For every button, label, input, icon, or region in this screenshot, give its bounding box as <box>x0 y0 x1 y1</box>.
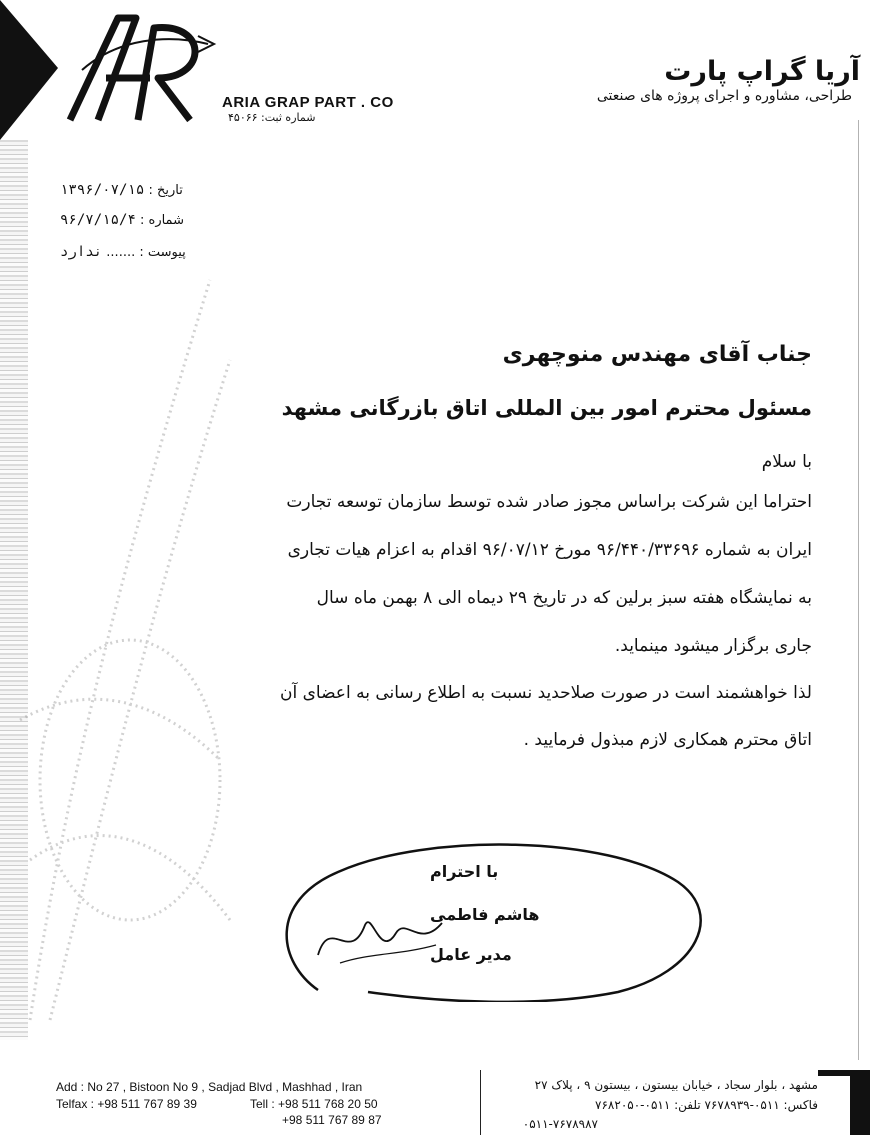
date-label: تاریخ : <box>148 183 183 198</box>
body-line-1: احتراما این شرکت براساس مجوز صادر شده توسط سازمان توسعه تجارت <box>286 492 812 512</box>
number-row <box>60 212 184 228</box>
margin-rule <box>858 120 859 1060</box>
tel-english: Tell : +98 511 768 20 50 <box>250 1097 378 1111</box>
company-logo <box>58 8 218 128</box>
greeting: با سلام <box>761 452 812 472</box>
telfax-english: Telfax : +98 511 767 89 39 <box>56 1097 197 1111</box>
body-line-4: جاری برگزار میشود مینماید. <box>614 636 812 656</box>
company-name-persian: آریا گراپ پارت <box>664 56 860 87</box>
footer-block <box>850 1070 870 1135</box>
attachment-label: پیوست : ....... <box>106 245 186 260</box>
addressee-line-2: مسئول محترم امور بین المللی اتاق بازرگانی مشهد <box>281 396 812 420</box>
date-row <box>60 182 183 198</box>
body-line-3: به نمایشگاه هفته سبز برلین که در تاریخ ۲۹ دیماه الی ۸ بهمن ماه سال <box>316 588 812 608</box>
footer-divider <box>480 1070 481 1135</box>
addressee-line-1: جناب آقای مهندس منوچهری <box>502 342 812 367</box>
closing-regards: با احترام <box>430 862 499 881</box>
address-persian: مشهد ، بلوار سجاد ، خیابان بیستون ، بیستون ۹ ، پلاک ۲۷ <box>534 1078 818 1092</box>
watermark-logo <box>10 160 240 1040</box>
fax-tel-persian: فاکس: ۰۵۱۱-۷۶۷۸۹۳۹ تلفن: ۰۵۱۱-۷۶۸۲۰۵۰ <box>595 1098 818 1112</box>
company-name-latin: ARIA GRAP PART . CO <box>222 94 394 111</box>
body-line-6: اتاق محترم همکاری لازم مبذول فرمایید . <box>523 730 812 750</box>
registration-number: شماره ثبت: ۴۵۰۶۶ <box>228 111 316 124</box>
corner-triangle-icon <box>0 0 60 140</box>
signer-title: مدیر عامل <box>430 945 512 964</box>
attachment-value: ندارد <box>60 244 103 260</box>
address-english: Add : No 27 , Bistoon No 9 , Sadjad Blvd , Mashhad , Iran <box>56 1080 363 1094</box>
number-value: ۹۶/۷/۱۵/۴ <box>60 212 136 228</box>
date-value: ۱۳۹۶/۰۷/۱۵ <box>60 182 145 198</box>
tel2-english: +98 511 767 89 87 <box>282 1113 382 1127</box>
tel2-persian: ۰۵۱۱-۷۶۷۸۹۸۷ <box>522 1117 598 1131</box>
attachment-row <box>60 244 186 260</box>
company-tagline: طراحی، مشاوره و اجرای پروژه های صنعتی <box>596 88 852 104</box>
signer-name: هاشم فاطمی <box>430 905 540 924</box>
body-line-5: لذا خواهشمند است در صورت صلاحدید نسبت به اطلاع رسانی به اعضای آن <box>279 683 812 703</box>
handwritten-signature <box>310 905 450 975</box>
body-line-2: ایران به شماره ۹۶/۴۴۰/۳۳۶۹۶ مورخ ۹۶/۰۷/۱۲ اقدام به اعزام هیات تجاری <box>287 540 812 560</box>
number-label: شماره : <box>140 213 184 228</box>
